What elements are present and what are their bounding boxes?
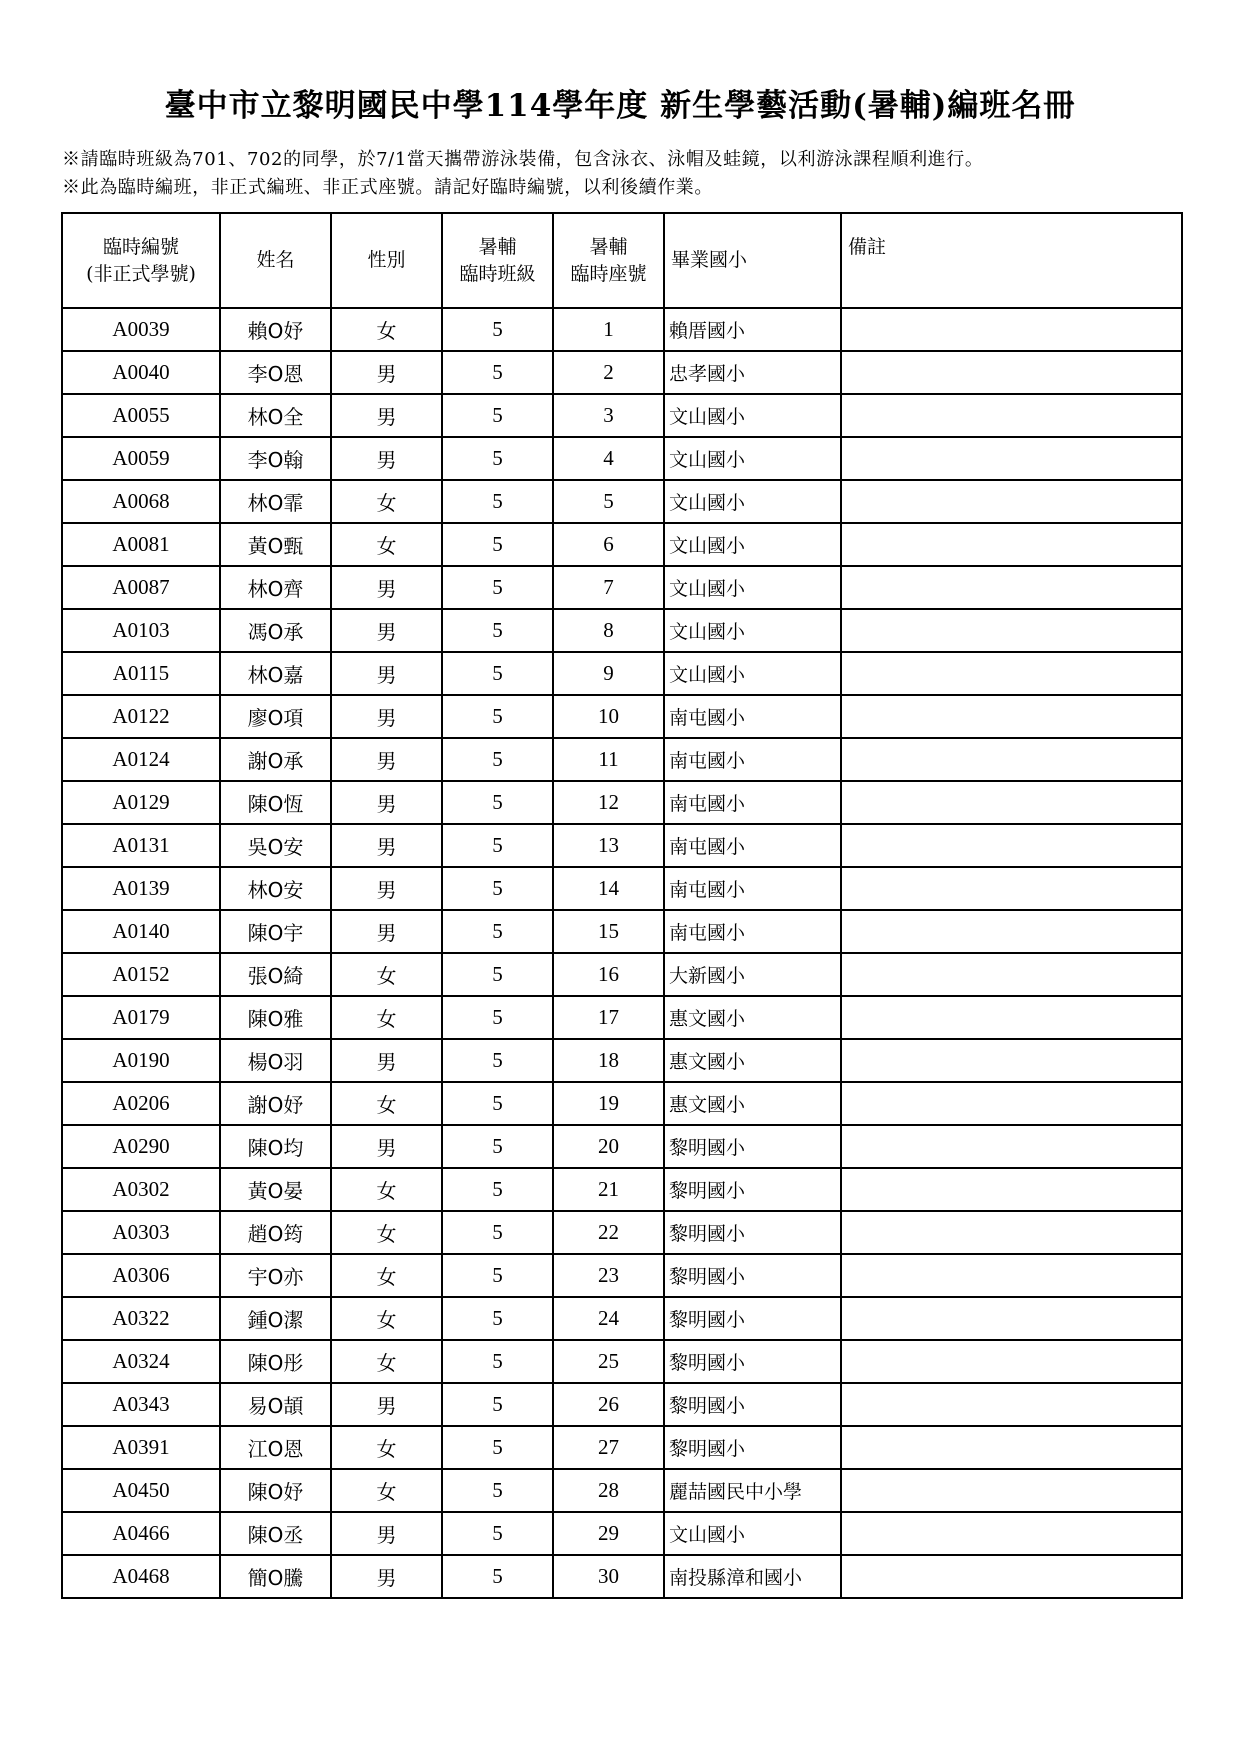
- header-temp-seat-line1: 暑輔: [589, 235, 628, 258]
- cell-name: 易O頡: [220, 1383, 331, 1426]
- header-gender: 性別: [331, 213, 442, 308]
- cell-temp-seat: 1: [553, 308, 664, 351]
- cell-temp-seat: 12: [553, 781, 664, 824]
- cell-temp-class: 5: [442, 1039, 553, 1082]
- header-temp-seat: [553, 213, 664, 308]
- cell-remark: [841, 824, 1182, 867]
- cell-name: 鍾O潔: [220, 1297, 331, 1340]
- cell-school: 黎明國小: [664, 1168, 841, 1211]
- header-temp-class: [442, 213, 553, 308]
- cell-temp-seat: 14: [553, 867, 664, 910]
- cell-school: 黎明國小: [664, 1254, 841, 1297]
- cell-gender: 女: [331, 523, 442, 566]
- header-temp-id-line1: 臨時編號: [102, 235, 179, 258]
- cell-name: 陳O均: [220, 1125, 331, 1168]
- cell-name: 宇O亦: [220, 1254, 331, 1297]
- cell-temp-seat: 28: [553, 1469, 664, 1512]
- cell-temp-class: 5: [442, 695, 553, 738]
- cell-temp-class: 5: [442, 652, 553, 695]
- cell-school: 惠文國小: [664, 1039, 841, 1082]
- header-temp-id: [62, 213, 220, 308]
- cell-temp-seat: 16: [553, 953, 664, 996]
- cell-temp-seat: 18: [553, 1039, 664, 1082]
- cell-temp-seat: 29: [553, 1512, 664, 1555]
- cell-remark: [841, 480, 1182, 523]
- table-row: [62, 1039, 1182, 1082]
- cell-remark: [841, 910, 1182, 953]
- cell-temp-id: A0087: [62, 566, 220, 609]
- roster-table: [61, 212, 1183, 1599]
- table-row: [62, 394, 1182, 437]
- cell-temp-seat: 7: [553, 566, 664, 609]
- cell-school: 黎明國小: [664, 1426, 841, 1469]
- cell-temp-id: A0302: [62, 1168, 220, 1211]
- table-row: [62, 1512, 1182, 1555]
- cell-temp-id: A0324: [62, 1340, 220, 1383]
- cell-gender: 女: [331, 1168, 442, 1211]
- table-row: [62, 953, 1182, 996]
- cell-name: 李O翰: [220, 437, 331, 480]
- cell-temp-class: 5: [442, 1297, 553, 1340]
- cell-name: 陳O宇: [220, 910, 331, 953]
- cell-temp-id: A0179: [62, 996, 220, 1039]
- cell-name: 張O綺: [220, 953, 331, 996]
- notes-block: [62, 146, 1192, 202]
- table-row: [62, 738, 1182, 781]
- cell-name: 黃O晏: [220, 1168, 331, 1211]
- table-row: [62, 1383, 1182, 1426]
- cell-gender: 女: [331, 480, 442, 523]
- cell-school: 南屯國小: [664, 824, 841, 867]
- cell-remark: [841, 351, 1182, 394]
- table-row: [62, 308, 1182, 351]
- cell-remark: [841, 1340, 1182, 1383]
- cell-temp-seat: 19: [553, 1082, 664, 1125]
- cell-name: 簡O騰: [220, 1555, 331, 1598]
- cell-temp-id: A0450: [62, 1469, 220, 1512]
- cell-temp-class: 5: [442, 910, 553, 953]
- cell-temp-class: 5: [442, 1254, 553, 1297]
- cell-remark: [841, 437, 1182, 480]
- table-row: [62, 566, 1182, 609]
- cell-name: 林O霏: [220, 480, 331, 523]
- cell-temp-id: A0343: [62, 1383, 220, 1426]
- cell-temp-class: 5: [442, 351, 553, 394]
- cell-remark: [841, 609, 1182, 652]
- cell-temp-class: 5: [442, 781, 553, 824]
- table-row: [62, 1211, 1182, 1254]
- cell-name: 陳O恆: [220, 781, 331, 824]
- table-row: [62, 652, 1182, 695]
- cell-temp-id: A0103: [62, 609, 220, 652]
- cell-temp-class: 5: [442, 1168, 553, 1211]
- cell-school: 南屯國小: [664, 867, 841, 910]
- cell-gender: 女: [331, 1211, 442, 1254]
- note-temporary-class: ※此為臨時編班，非正式編班、非正式座號。請記好臨時編號，以利後續作業。: [62, 177, 713, 198]
- cell-remark: [841, 394, 1182, 437]
- table-row: [62, 781, 1182, 824]
- cell-remark: [841, 867, 1182, 910]
- cell-school: 惠文國小: [664, 996, 841, 1039]
- cell-gender: 男: [331, 394, 442, 437]
- cell-school: 文山國小: [664, 652, 841, 695]
- cell-remark: [841, 695, 1182, 738]
- cell-remark: [841, 1383, 1182, 1426]
- table-row: [62, 867, 1182, 910]
- cell-gender: 男: [331, 1383, 442, 1426]
- cell-gender: 女: [331, 1340, 442, 1383]
- cell-temp-class: 5: [442, 480, 553, 523]
- cell-temp-id: A0206: [62, 1082, 220, 1125]
- cell-temp-id: A0131: [62, 824, 220, 867]
- cell-remark: [841, 652, 1182, 695]
- cell-school: 惠文國小: [664, 1082, 841, 1125]
- cell-temp-seat: 15: [553, 910, 664, 953]
- cell-temp-id: A0040: [62, 351, 220, 394]
- cell-name: 賴O妤: [220, 308, 331, 351]
- cell-school: 文山國小: [664, 523, 841, 566]
- cell-gender: 男: [331, 1512, 442, 1555]
- table-row: [62, 480, 1182, 523]
- cell-school: 南投縣漳和國小: [664, 1555, 841, 1598]
- cell-name: 馮O承: [220, 609, 331, 652]
- cell-gender: 男: [331, 1555, 442, 1598]
- cell-gender: 男: [331, 824, 442, 867]
- cell-temp-id: A0322: [62, 1297, 220, 1340]
- cell-name: 黃O甄: [220, 523, 331, 566]
- cell-temp-id: A0468: [62, 1555, 220, 1598]
- roster-body: [62, 308, 1182, 1598]
- table-header-row: [62, 213, 1182, 308]
- table-row: [62, 1254, 1182, 1297]
- header-temp-seat-line2: 臨時座號: [570, 262, 647, 285]
- cell-temp-class: 5: [442, 1469, 553, 1512]
- cell-temp-id: A0140: [62, 910, 220, 953]
- cell-temp-seat: 11: [553, 738, 664, 781]
- cell-name: 陳O雅: [220, 996, 331, 1039]
- table-row: [62, 824, 1182, 867]
- cell-temp-class: 5: [442, 1211, 553, 1254]
- cell-name: 李O恩: [220, 351, 331, 394]
- cell-temp-seat: 8: [553, 609, 664, 652]
- cell-temp-class: 5: [442, 1555, 553, 1598]
- header-temp-id-line2: (非正式學號): [86, 262, 196, 285]
- cell-gender: 女: [331, 1082, 442, 1125]
- cell-temp-class: 5: [442, 824, 553, 867]
- cell-temp-id: A0290: [62, 1125, 220, 1168]
- cell-remark: [841, 738, 1182, 781]
- cell-temp-id: A0068: [62, 480, 220, 523]
- cell-name: 楊O羽: [220, 1039, 331, 1082]
- cell-temp-class: 5: [442, 1426, 553, 1469]
- table-row: [62, 1297, 1182, 1340]
- cell-temp-seat: 22: [553, 1211, 664, 1254]
- cell-gender: 男: [331, 867, 442, 910]
- cell-remark: [841, 566, 1182, 609]
- cell-remark: [841, 1125, 1182, 1168]
- cell-remark: [841, 953, 1182, 996]
- cell-temp-class: 5: [442, 996, 553, 1039]
- cell-gender: 女: [331, 308, 442, 351]
- table-row: [62, 1555, 1182, 1598]
- cell-temp-class: 5: [442, 738, 553, 781]
- cell-name: 吳O安: [220, 824, 331, 867]
- cell-school: 文山國小: [664, 480, 841, 523]
- cell-temp-seat: 20: [553, 1125, 664, 1168]
- cell-remark: [841, 1512, 1182, 1555]
- cell-school: 文山國小: [664, 566, 841, 609]
- table-row: [62, 996, 1182, 1039]
- table-row: [62, 523, 1182, 566]
- cell-gender: 女: [331, 1297, 442, 1340]
- table-row: [62, 1340, 1182, 1383]
- cell-name: 謝O妤: [220, 1082, 331, 1125]
- table-row: [62, 910, 1182, 953]
- cell-school: 黎明國小: [664, 1383, 841, 1426]
- cell-temp-seat: 24: [553, 1297, 664, 1340]
- cell-temp-class: 5: [442, 1512, 553, 1555]
- cell-remark: [841, 1254, 1182, 1297]
- table-row: [62, 1168, 1182, 1211]
- cell-gender: 男: [331, 652, 442, 695]
- cell-name: 陳O丞: [220, 1512, 331, 1555]
- cell-temp-seat: 6: [553, 523, 664, 566]
- cell-name: 陳O妤: [220, 1469, 331, 1512]
- cell-temp-seat: 21: [553, 1168, 664, 1211]
- cell-remark: [841, 1469, 1182, 1512]
- cell-gender: 男: [331, 1125, 442, 1168]
- cell-gender: 男: [331, 738, 442, 781]
- cell-temp-id: A0039: [62, 308, 220, 351]
- table-row: [62, 351, 1182, 394]
- header-school: 畢業國小: [664, 213, 841, 308]
- cell-gender: 女: [331, 953, 442, 996]
- header-temp-class-line2: 臨時班級: [459, 262, 536, 285]
- cell-temp-id: A0391: [62, 1426, 220, 1469]
- cell-name: 廖O項: [220, 695, 331, 738]
- cell-temp-id: A0139: [62, 867, 220, 910]
- cell-school: 忠孝國小: [664, 351, 841, 394]
- cell-school: 黎明國小: [664, 1125, 841, 1168]
- table-row: [62, 1082, 1182, 1125]
- cell-school: 南屯國小: [664, 910, 841, 953]
- cell-remark: [841, 1168, 1182, 1211]
- cell-gender: 男: [331, 437, 442, 480]
- cell-temp-id: A0129: [62, 781, 220, 824]
- cell-temp-seat: 10: [553, 695, 664, 738]
- cell-temp-class: 5: [442, 394, 553, 437]
- cell-gender: 女: [331, 996, 442, 1039]
- cell-temp-class: 5: [442, 523, 553, 566]
- cell-temp-seat: 3: [553, 394, 664, 437]
- cell-school: 文山國小: [664, 1512, 841, 1555]
- cell-remark: [841, 1555, 1182, 1598]
- cell-temp-id: A0081: [62, 523, 220, 566]
- cell-name: 江O恩: [220, 1426, 331, 1469]
- cell-school: 文山國小: [664, 437, 841, 480]
- cell-name: 林O齊: [220, 566, 331, 609]
- cell-school: 文山國小: [664, 394, 841, 437]
- cell-remark: [841, 1082, 1182, 1125]
- cell-gender: 男: [331, 781, 442, 824]
- cell-name: 林O安: [220, 867, 331, 910]
- cell-name: 林O嘉: [220, 652, 331, 695]
- table-row: [62, 437, 1182, 480]
- cell-school: 黎明國小: [664, 1211, 841, 1254]
- cell-gender: 女: [331, 1469, 442, 1512]
- cell-temp-id: A0115: [62, 652, 220, 695]
- cell-remark: [841, 1426, 1182, 1469]
- table-row: [62, 1469, 1182, 1512]
- page-title: 臺中市立黎明國民中學114學年度 新生學藝活動(暑輔)編班名冊: [164, 88, 1076, 124]
- cell-temp-seat: 13: [553, 824, 664, 867]
- cell-temp-seat: 9: [553, 652, 664, 695]
- cell-temp-seat: 25: [553, 1340, 664, 1383]
- cell-gender: 男: [331, 695, 442, 738]
- cell-remark: [841, 1211, 1182, 1254]
- cell-temp-id: A0306: [62, 1254, 220, 1297]
- cell-temp-seat: 27: [553, 1426, 664, 1469]
- table-row: [62, 1426, 1182, 1469]
- cell-school: 麗喆國民中小學: [664, 1469, 841, 1512]
- header-temp-class-line1: 暑輔: [478, 235, 517, 258]
- cell-remark: [841, 996, 1182, 1039]
- cell-temp-seat: 4: [553, 437, 664, 480]
- cell-gender: 男: [331, 910, 442, 953]
- header-name: 姓名: [220, 213, 331, 308]
- cell-name: 謝O承: [220, 738, 331, 781]
- cell-temp-seat: 5: [553, 480, 664, 523]
- cell-temp-id: A0122: [62, 695, 220, 738]
- cell-remark: [841, 308, 1182, 351]
- cell-name: 林O全: [220, 394, 331, 437]
- cell-temp-seat: 26: [553, 1383, 664, 1426]
- cell-school: 南屯國小: [664, 695, 841, 738]
- cell-remark: [841, 523, 1182, 566]
- cell-temp-seat: 23: [553, 1254, 664, 1297]
- cell-remark: [841, 1297, 1182, 1340]
- cell-school: 黎明國小: [664, 1297, 841, 1340]
- cell-gender: 男: [331, 351, 442, 394]
- cell-name: 陳O彤: [220, 1340, 331, 1383]
- cell-remark: [841, 1039, 1182, 1082]
- cell-school: 黎明國小: [664, 1340, 841, 1383]
- header-remark: 備註: [841, 213, 1182, 308]
- cell-temp-id: A0055: [62, 394, 220, 437]
- cell-temp-class: 5: [442, 1125, 553, 1168]
- cell-school: 大新國小: [664, 953, 841, 996]
- cell-school: 南屯國小: [664, 781, 841, 824]
- cell-temp-class: 5: [442, 953, 553, 996]
- cell-temp-class: 5: [442, 867, 553, 910]
- table-row: [62, 695, 1182, 738]
- cell-temp-class: 5: [442, 1082, 553, 1125]
- cell-gender: 女: [331, 1426, 442, 1469]
- cell-temp-id: A0303: [62, 1211, 220, 1254]
- cell-temp-class: 5: [442, 308, 553, 351]
- cell-gender: 男: [331, 1039, 442, 1082]
- cell-temp-class: 5: [442, 609, 553, 652]
- cell-gender: 男: [331, 609, 442, 652]
- cell-school: 賴厝國小: [664, 308, 841, 351]
- table-row: [62, 609, 1182, 652]
- cell-temp-seat: 17: [553, 996, 664, 1039]
- table-row: [62, 1125, 1182, 1168]
- cell-temp-id: A0152: [62, 953, 220, 996]
- cell-temp-id: A0466: [62, 1512, 220, 1555]
- cell-temp-seat: 30: [553, 1555, 664, 1598]
- cell-temp-id: A0059: [62, 437, 220, 480]
- cell-temp-class: 5: [442, 566, 553, 609]
- cell-temp-id: A0190: [62, 1039, 220, 1082]
- cell-gender: 男: [331, 566, 442, 609]
- cell-temp-class: 5: [442, 1340, 553, 1383]
- cell-temp-seat: 2: [553, 351, 664, 394]
- cell-temp-class: 5: [442, 437, 553, 480]
- cell-school: 文山國小: [664, 609, 841, 652]
- cell-gender: 女: [331, 1254, 442, 1297]
- cell-remark: [841, 781, 1182, 824]
- note-swimming: ※請臨時班級為701、702的同學，於7/1當天攜帶游泳裝備，包含泳衣、泳帽及蛙鏡，以利游泳課程順利進行。: [62, 149, 984, 170]
- cell-temp-id: A0124: [62, 738, 220, 781]
- cell-school: 南屯國小: [664, 738, 841, 781]
- cell-name: 趙O筠: [220, 1211, 331, 1254]
- cell-temp-class: 5: [442, 1383, 553, 1426]
